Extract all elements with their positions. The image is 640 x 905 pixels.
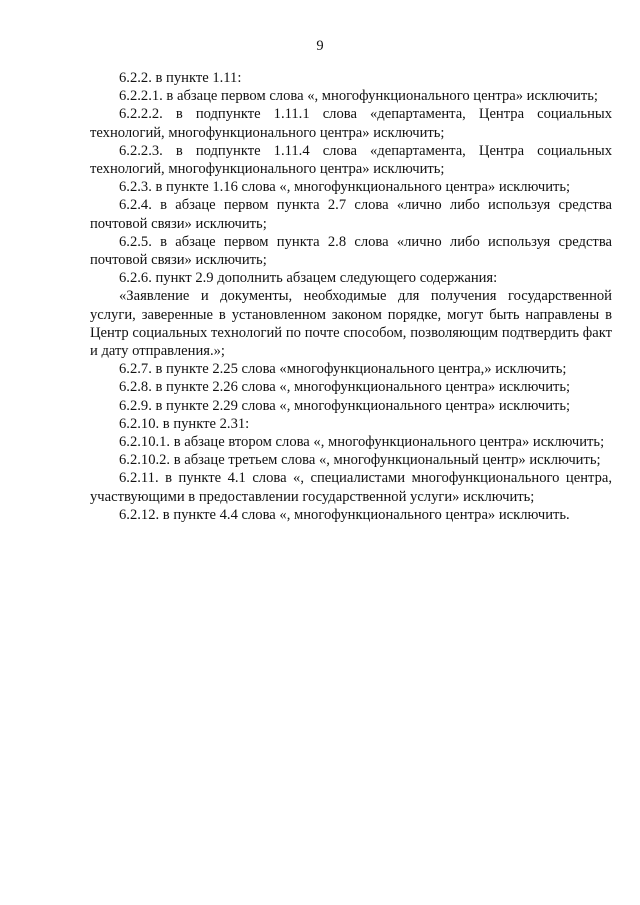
paragraph-6-2-9: 6.2.9. в пункте 2.29 слова «, многофункционального центра» исключить; <box>119 397 571 414</box>
paragraph-6-2-8: 6.2.8. в пункте 2.26 слова «, многофункционального центра» исключить; <box>119 379 571 396</box>
paragraph-6-2-5: 6.2.5. в абзаце первом пункта 2.8 слова «лично либо используя средства почтовой связи» исключить; <box>90 233 612 269</box>
paragraph-6-2-10-1: 6.2.10.1. в абзаце втором слова «, многофункционального центра» исключить; <box>119 434 605 451</box>
paragraph-6-2-2-2: 6.2.2.2. в подпункте 1.11.1 слова «департамента, Центра социальных технологий, многофункционального центра» исключить; <box>90 106 612 141</box>
paragraph-6-2-4: 6.2.4. в абзаце первом пункта 2.7 слова «лично либо используя средства почтовой связи» исключить; <box>90 197 612 232</box>
paragraph-6-2-10: 6.2.10. в пункте 2.31: <box>119 415 250 432</box>
paragraph-6-2-6: 6.2.6. пункт 2.9 дополнить абзацем следующего содержания: <box>119 270 498 287</box>
paragraph-6-2-3: 6.2.3. в пункте 1.16 слова «, многофункционального центра» исключить; <box>119 179 571 196</box>
paragraph-6-2-2: 6.2.2. в пункте 1.11: <box>119 70 242 86</box>
paragraph-6-2-2-3: 6.2.2.3. в подпункте 1.11.4 слова «департамента, Центра социальных технологий, многофункционального центра» исключить; <box>90 142 612 178</box>
paragraph-6-2-10-2: 6.2.10.2. в абзаце третьем слова «, многофункциональный центр» исключить; <box>119 452 601 469</box>
paragraph-6-2-2-1: 6.2.2.1. в абзаце первом слова «, многофункционального центра» исключить; <box>119 88 598 105</box>
paragraph-6-2-12: 6.2.12. в пункте 4.4 слова «, многофункционального центра» исключить. <box>119 506 570 523</box>
quoted-paragraph: «Заявление и документы, необходимые для получения государственной услуги, заверенные в установленном законом порядке, могут быть направлены в Центр социальных технологий по почте способом, позволяющим подтвердить факт и дату отправления.»; <box>90 288 612 360</box>
document-body <box>90 69 612 524</box>
paragraph-6-2-7: 6.2.7. в пункте 2.25 слова «многофункционального центра,» исключить; <box>119 361 567 378</box>
page-number: 9 <box>316 38 324 54</box>
paragraph-6-2-11: 6.2.11. в пункте 4.1 слова «, специалистами многофункционального центра, участвующими в предоставлении государственной услуги» исключить; <box>90 470 612 505</box>
